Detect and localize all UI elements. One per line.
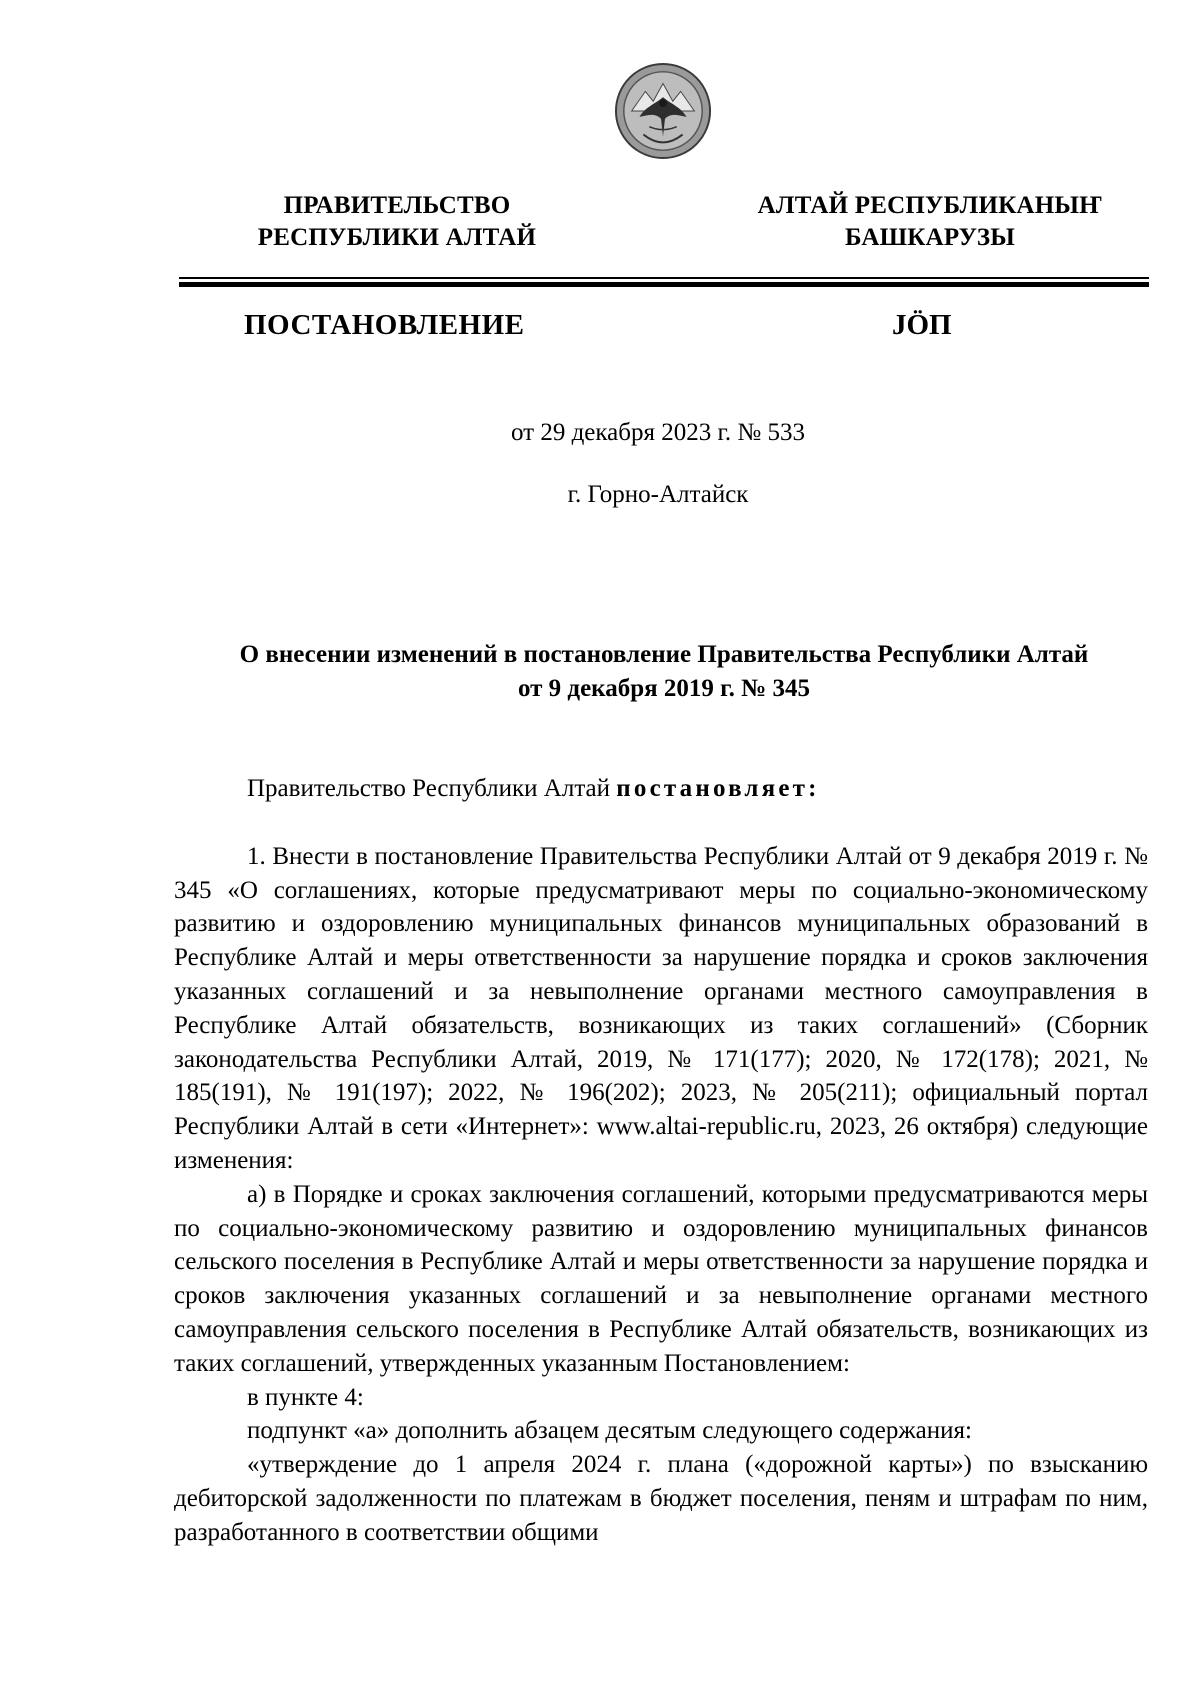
document-date-number: от 29 декабря 2023 г. № 533 bbox=[510, 419, 806, 446]
org-ru-line2: РЕСПУБЛИКИ АЛТАЙ bbox=[257, 224, 537, 251]
organization-name-russian bbox=[232, 190, 562, 254]
document-place: г. Горно-Алтайск bbox=[567, 481, 749, 508]
paragraph-a: а) в Порядке и сроках заключения соглашений, которыми предусматриваются меры по социально-экономическому развитию и оздоровлению муниципальных финансов сельского поселения в Республике Алтай и меры ответственности за нарушение порядка и сроков заключения указанных соглашений и за невыполнение органами местного самоуправления сельского поселения в Республике Алтай обязательств, возникающих из таких соглашений, утвержденных указанным Постановлением: bbox=[174, 1180, 1148, 1377]
paragraph-subpoint-a: подпункт «а» дополнить абзацем десятым следующего содержания: bbox=[247, 1417, 972, 1445]
paragraph-quote: «утверждение до 1 апреля 2024 г. плана («дорожной карты») по взысканию дебиторской задолженности по платежам в бюджет поселения, пеням и штрафам по ним, разработанного в соответствии общими bbox=[174, 1451, 1148, 1546]
title-line2: от 9 декабря 2019 г. № 345 bbox=[517, 675, 811, 702]
paragraph-1: 1. Внести в постановление Правительства Республики Алтай от 9 декабря 2019 г. № 345 «О соглашениях, которые предусматривают меры по социально-экономическому развитию и оздоровлению муниципальных финансов муниципальных образований в Республике Алтай и меры ответственности за нарушение порядка и сроков заключения указанных соглашений и за невыполнение органами местного самоуправления в Республике Алтай обязательств, возникающих из таких соглашений» (Сборник законодательства Республики Алтай, 2019, № 171(177); 2020, № 172(178); 2021, № 185(191), № 191(197); 2022, № 196(202); 2023, № 205(211); официальный портал Республики Алтай в сети «Интернет»: www.altai-republic.ru, 2023, 26 октября) следующие изменения: bbox=[174, 842, 1148, 1174]
org-alt-line2: БАШКАРУЗЫ bbox=[844, 224, 1016, 251]
org-ru-line1: ПРАВИТЕЛЬСТВО bbox=[283, 192, 511, 219]
document-type-altai: JӦП bbox=[892, 309, 952, 341]
preamble-decree-word: постановляет: bbox=[616, 775, 820, 802]
document-type-russian: ПОСТАНОВЛЕНИЕ bbox=[244, 309, 525, 341]
preamble-text: Правительство Республики Алтай bbox=[247, 775, 617, 802]
organization-name-altai bbox=[738, 190, 1122, 254]
document-body bbox=[174, 772, 1148, 1550]
paragraph-point-4: в пункте 4: bbox=[247, 1383, 364, 1411]
document-title bbox=[179, 638, 1149, 706]
altai-republic-emblem-icon bbox=[614, 62, 712, 160]
header-divider-thick bbox=[179, 282, 1149, 287]
title-line1: О внесении изменений в постановление Правительства Республики Алтай bbox=[239, 641, 1089, 668]
header-divider-thin bbox=[179, 277, 1149, 279]
org-alt-line1: АЛТАЙ РЕСПУБЛИКАНЫҤ bbox=[757, 192, 1103, 219]
preamble bbox=[174, 772, 1148, 806]
